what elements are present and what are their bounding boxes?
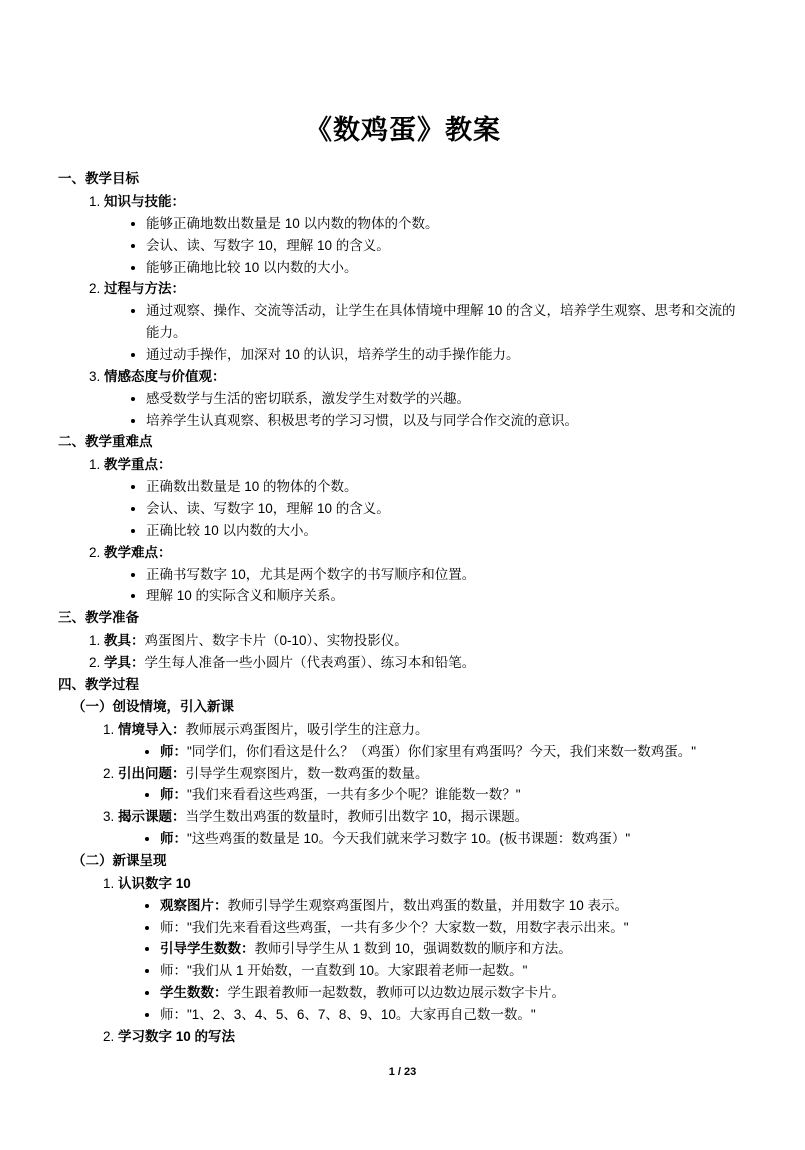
list-item-text: 教师展示鸡蛋图片，吸引学生的注意力。 <box>185 721 429 737</box>
bullet-item <box>160 982 748 1004</box>
section-heading: （一）创设情境，引入新课 <box>72 698 234 714</box>
list-item-text: 鸡蛋图片、数字卡片（0-10）、实物投影仪。 <box>144 633 408 649</box>
bullet-item <box>146 213 748 235</box>
list-item-label: 教学重点： <box>104 457 172 473</box>
bullet-text: 通过动手操作，加深对 10 的认识，培养学生的动手操作能力。 <box>146 346 520 362</box>
bullet-text: "我们先来看看这些鸡蛋，一共有多少个？大家数一数，用数字表示出来。" <box>187 919 629 935</box>
bullet-label: 引导学生数数： <box>160 941 255 957</box>
list-item-text: 引导学生观察图片，数一数鸡蛋的数量。 <box>185 765 429 781</box>
bullet-item <box>146 564 748 586</box>
bullet-list <box>104 300 748 366</box>
bullet-item <box>146 585 748 607</box>
list-item-label: 认识数字 10 <box>118 875 191 891</box>
bullet-item <box>160 960 748 982</box>
list-item <box>118 763 748 785</box>
bullet-text: 会认、读、写数字 10，理解 10 的含义。 <box>146 237 390 253</box>
list-item-text: 学生每人准备一些小圆片（代表鸡蛋）、练习本和铅笔。 <box>144 655 476 671</box>
list-item-label: 情境导入： <box>118 721 186 737</box>
bullet-text: 能够正确地比较 10 以内数的大小。 <box>146 259 358 275</box>
list-item <box>104 454 748 476</box>
list-item <box>118 719 748 741</box>
bullet-text: "我们从 1 开始数，一直数到 10。大家跟着老师一起数。" <box>187 963 528 979</box>
list-item <box>104 630 748 652</box>
section-list <box>58 191 748 431</box>
bullet-text: 教师引导学生观察鸡蛋图片，数出鸡蛋的数量，并用数字 10 表示。 <box>227 897 629 913</box>
list-item-label: 引出问题： <box>118 765 186 781</box>
bullet-item <box>146 410 748 432</box>
list-item <box>104 278 748 300</box>
document-body <box>58 169 748 1048</box>
bullet-text: 会认、读、写数字 10，理解 10 的含义。 <box>146 501 390 517</box>
bullet-item <box>160 828 748 850</box>
bullet-list <box>118 828 748 850</box>
bullet-text: "我们来看看这些鸡蛋，一共有多少个呢？谁能数一数？" <box>187 787 521 803</box>
section-heading: 三、教学准备 <box>58 610 139 626</box>
bullet-label: 师： <box>160 1007 187 1023</box>
list-item <box>104 652 748 674</box>
bullet-text: "同学们，你们看这是什么？（鸡蛋）你们家里有鸡蛋吗？今天，我们来数一数鸡蛋。" <box>187 743 697 759</box>
page-content <box>58 60 748 1070</box>
list-item-label: 学具： <box>104 655 145 671</box>
section-list <box>58 454 748 607</box>
bullet-list <box>104 213 748 279</box>
bullet-list <box>104 564 748 608</box>
list-item-label: 学习数字 10 的写法 <box>118 1028 236 1044</box>
bullet-label: 师： <box>160 963 187 979</box>
bullet-text: 理解 10 的实际含义和顺序关系。 <box>146 588 345 604</box>
bullet-label: 师： <box>160 787 187 803</box>
list-item-label: 教具： <box>104 633 145 649</box>
section-list <box>58 873 748 1048</box>
list-item <box>104 366 748 388</box>
bullet-item <box>160 938 748 960</box>
bullet-item <box>146 476 748 498</box>
bullet-text: 学生跟着教师一起数数，教师可以边数边展示数字卡片。 <box>227 985 565 1001</box>
section-list <box>58 630 748 674</box>
list-item-label: 情感态度与价值观： <box>104 368 226 384</box>
list-item <box>118 873 748 895</box>
bullet-text: "这些鸡蛋的数量是 10。今天我们就来学习数字 10。(板书课题：数鸡蛋）" <box>187 831 631 847</box>
bullet-text: 正确比较 10 以内数的大小。 <box>146 522 318 538</box>
bullet-label: 师： <box>160 831 187 847</box>
bullet-item <box>160 741 748 763</box>
list-item <box>104 191 748 213</box>
page-title: 《数鸡蛋》教案 <box>305 115 501 145</box>
list-item-label: 知识与技能： <box>104 193 185 209</box>
bullet-item <box>146 498 748 520</box>
bullet-list <box>104 476 748 542</box>
bullet-item <box>146 520 748 542</box>
bullet-text: 感受数学与生活的密切联系，激发学生对数学的兴趣。 <box>146 390 470 406</box>
bullet-item <box>146 257 748 279</box>
bullet-item <box>160 784 748 806</box>
bullet-item <box>160 1004 748 1026</box>
section-heading: 二、教学重难点 <box>58 434 153 450</box>
list-item-label: 教学难点： <box>104 544 172 560</box>
bullet-list <box>118 895 748 1026</box>
bullet-text: 培养学生认真观察、积极思考的学习习惯，以及与同学合作交流的意识。 <box>146 412 578 428</box>
section-heading: （二）新课呈现 <box>72 852 167 868</box>
bullet-item <box>146 344 748 366</box>
list-item <box>118 1026 748 1048</box>
bullet-text: 正确书写数字 10，尤其是两个数字的书写顺序和位置。 <box>146 566 476 582</box>
bullet-text: "1、2、3、4、5、6、7、8、9、10。大家再自己数一数。" <box>187 1007 536 1023</box>
bullet-text: 正确数出数量是 10 的物体的个数。 <box>146 479 358 495</box>
bullet-list <box>104 388 748 432</box>
bullet-item <box>146 300 748 344</box>
bullet-item <box>160 917 748 939</box>
page-number: 1 / 23 <box>388 1066 417 1078</box>
bullet-list <box>118 784 748 806</box>
bullet-text: 能够正确地数出数量是 10 以内数的物体的个数。 <box>146 215 439 231</box>
list-item-label: 揭示课题： <box>118 809 186 825</box>
list-item-label: 过程与方法： <box>104 281 185 297</box>
bullet-label: 师： <box>160 919 187 935</box>
section-list <box>58 719 748 850</box>
bullet-text: 通过观察、操作、交流等活动，让学生在具体情境中理解 10 的含义，培养学生观察、思考和交流的能力。 <box>146 303 736 341</box>
list-item <box>118 806 748 828</box>
section-heading: 四、教学过程 <box>58 676 139 692</box>
bullet-item <box>146 388 748 410</box>
bullet-text: 教师引导学生从 1 数到 10，强调数数的顺序和方法。 <box>254 941 572 957</box>
section-heading: 一、教学目标 <box>58 171 139 186</box>
list-item <box>104 542 748 564</box>
list-item-text: 当学生数出鸡蛋的数量时，教师引出数字 10，揭示课题。 <box>185 809 529 825</box>
bullet-item <box>146 235 748 257</box>
bullet-label: 师： <box>160 743 187 759</box>
bullet-label: 观察图片： <box>160 897 228 913</box>
bullet-label: 学生数数： <box>160 985 228 1001</box>
bullet-item <box>160 895 748 917</box>
bullet-list <box>118 741 748 763</box>
